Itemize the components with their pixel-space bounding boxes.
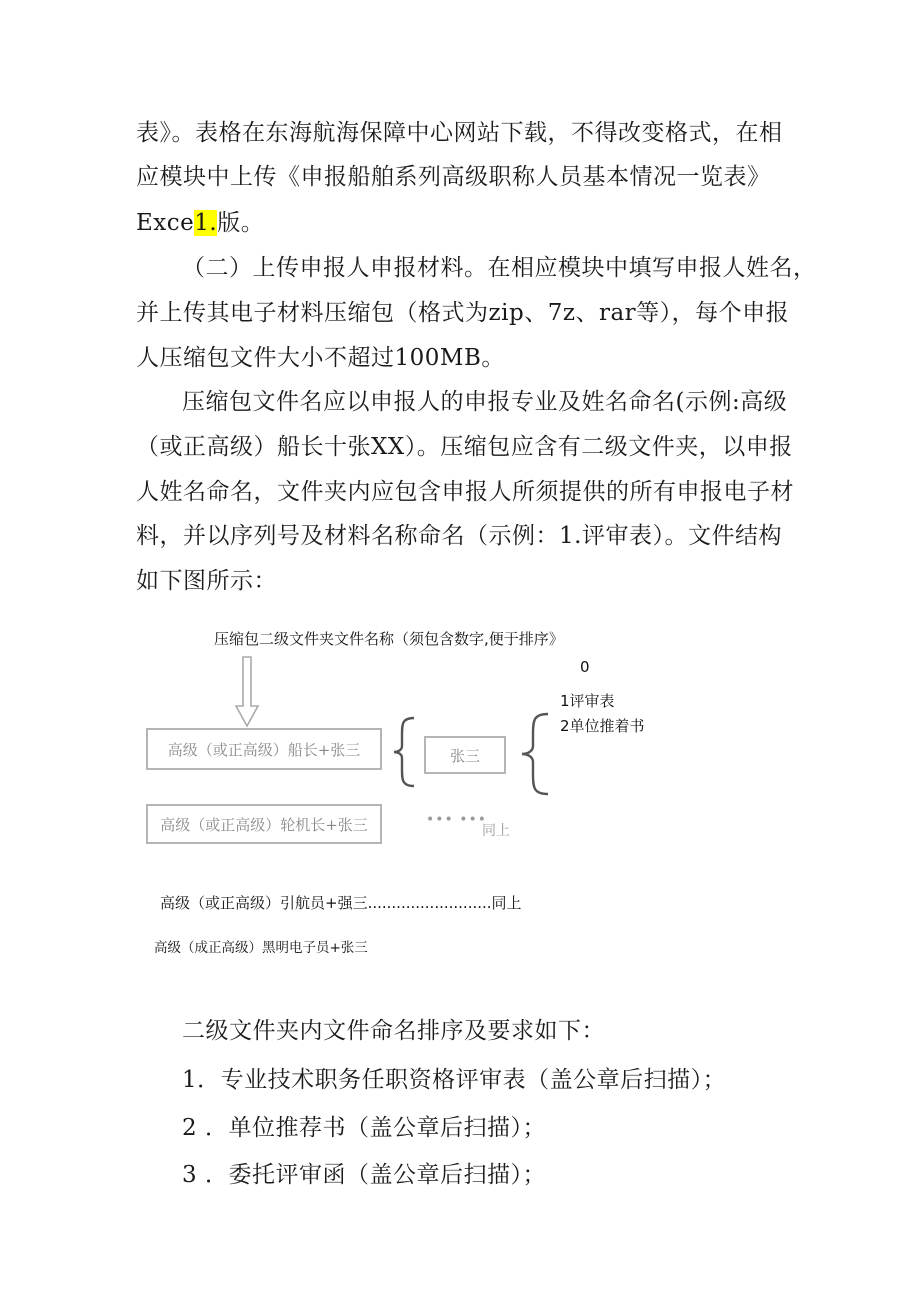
paragraph-3-line-1: 压缩包文件名应以申报人的申报专业及姓名命名(示例:高级 [182,389,788,415]
paragraph-3-line-4: 料，并以序列号及材料名称命名（示例：1.评审表）。文件结构 [136,523,782,549]
requirement-item-3: 3 ．委托评审函（盖公章后扫描）； [182,1162,546,1188]
requirement-item-2: 2 ．单位推荐书（盖公章后扫描）； [182,1115,546,1141]
paragraph-3-line-5: 如下图所示： [136,568,277,594]
paragraph-3-line-3: 人姓名命名，文件夹内应包含申报人所须提供的所有申报电子材 [136,479,794,505]
highlighted-text: 1. [194,210,218,236]
version-text: 版。 [217,210,265,236]
same-as-above-label: 同上 [482,823,510,839]
paragraph-3-line-2: （或正高级）船长十张XX）。压缩包应含有二级文件夹，以申报 [136,434,793,460]
left-brace-icon [392,716,416,788]
diagram-line-electronics: 高级（成正高级）黑明电子员+张三 [154,940,368,956]
paragraph-2-line-1: （二）上传申报人申报材料。在相应模块中填写申报人姓名， [182,255,817,281]
paragraph-2-line-2: 并上传其电子材料压缩包（格式为zip、7z、rar等），每个申报 [136,300,790,326]
ellipsis-dots: ••• ••• [426,812,487,828]
zip-name-box-engineer: 高级（或正高级）轮机长+张三 [146,804,382,844]
left-brace-icon [520,712,550,796]
diagram-zero-label: 0 [580,658,590,676]
down-arrow-icon [234,656,260,728]
paragraph-1-line-3 [136,208,264,238]
paragraph-2-line-3: 人压缩包文件大小不超过100MB。 [136,345,505,371]
excel-text: Exce [136,210,195,236]
diagram-top-label: 压缩包二级文件夹文件名称（须包含数字,便于排序》 [214,630,564,648]
requirement-item-1: 1．专业技术职务任职资格评审表（盖公章后扫描）； [182,1067,727,1093]
diagram-line-pilot: 高级（或正高级）引航员+强三..........................同上 [160,894,522,912]
folder-name-box: 张三 [424,736,506,774]
requirements-heading: 二级文件夹内文件命名排序及要求如下： [182,1018,605,1044]
zip-name-box-captain: 高级（或正高级）船长+张三 [146,728,382,770]
diagram-item-2: 2单位推着书 [560,717,645,735]
paragraph-1-line-2: 应模块中上传《申报船舶系列高级职称人员基本情况一览表》 [136,164,771,190]
paragraph-1-line-1: 表》。表格在东海航海保障中心网站下载，不得改变格式，在相 [136,120,783,146]
diagram-item-1: 1评审表 [560,692,615,710]
